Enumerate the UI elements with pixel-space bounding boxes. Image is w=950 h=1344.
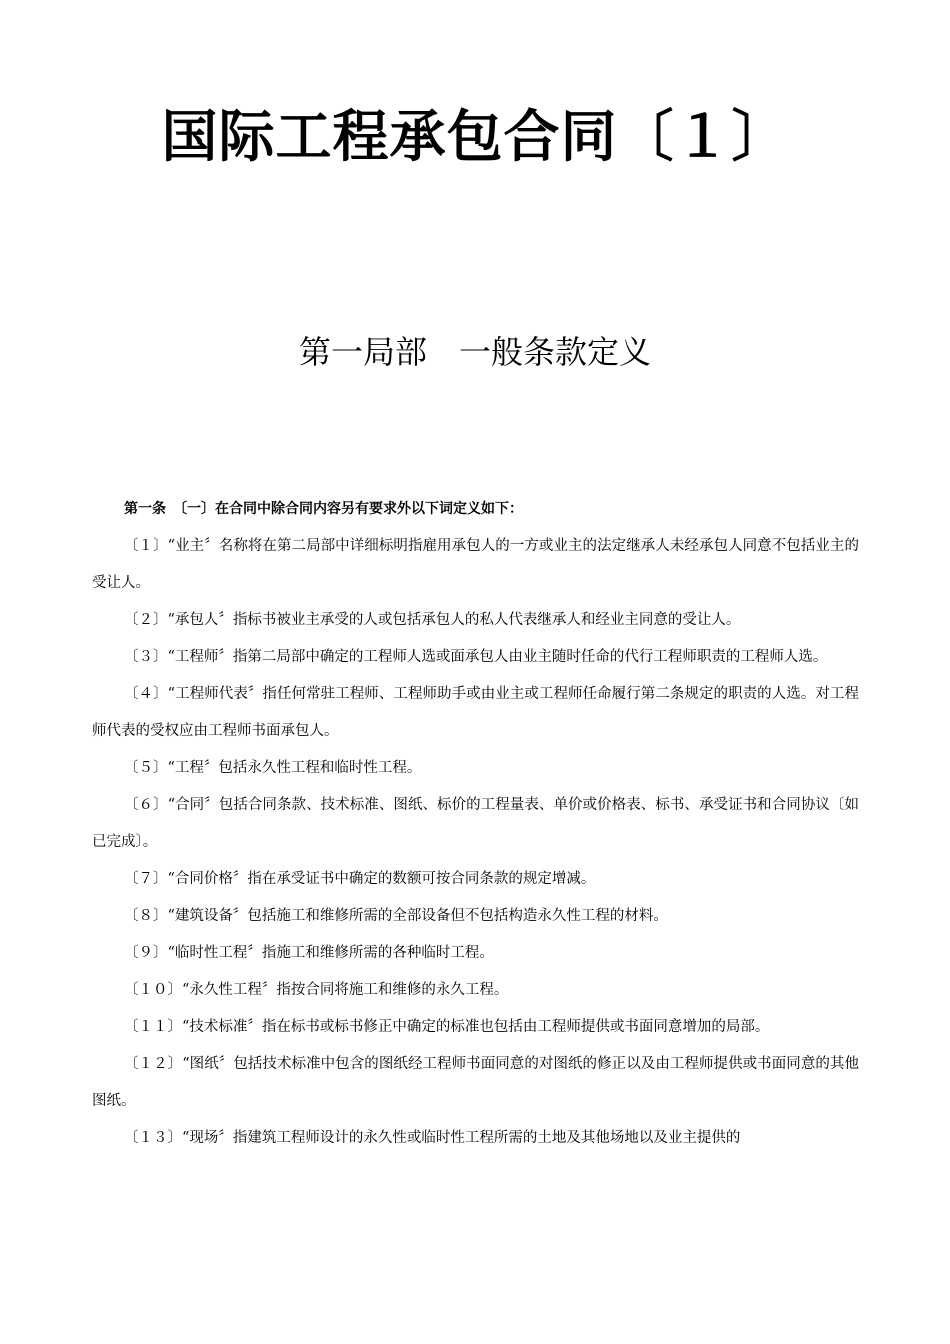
definition-paragraph: 〔１１〕“技术标准〞指在标书或标书修正中确定的标准也包括由工程师提供或书面同意增加的局部。	[124, 1019, 770, 1035]
definition-paragraph: 〔３〕“工程师〞指第二局部中确定的工程师人选或面承包人由业主随时任命的代行工程师职责的工程师人选。	[124, 649, 828, 665]
definition-paragraph: 〔８〕“建筑设备〞包括施工和维修所需的全部设备但不包括构造永久性工程的材料。	[124, 908, 668, 924]
document-title: 国际工程承包合同〔１〕	[161, 105, 789, 170]
definition-paragraph: 〔４〕“工程师代表〞指任何常驻工程师、工程师助手或由业主或工程师任命履行第二条规定的职责的人选。对工程师代表的受权应由工程师书面承包人。	[92, 686, 859, 739]
article-heading: 第一条 〔一〕在合同中除合同内容另有要求外以下词定义如下：	[124, 501, 523, 517]
definition-paragraph: 〔６〕“合同〞包括合同条款、技术标准、图纸、标价的工程量表、单价或价格表、标书、承受证书和合同协议〔如已完成〕。	[92, 797, 859, 850]
definition-paragraph: 〔２〕“承包人〞指标书被业主承受的人或包括承包人的私人代表继承人和经业主同意的受让人。	[124, 612, 741, 628]
document-body	[92, 491, 859, 1157]
definition-paragraph: 〔７〕“合同价格〞指在承受证书中确定的数额可按合同条款的规定增减。	[124, 871, 596, 887]
definition-paragraph: 〔１０〕“永久性工程〞指按合同将施工和维修的永久工程。	[124, 982, 509, 998]
definition-paragraph: 〔１２〕“图纸〞包括技术标准中包含的图纸经工程师书面同意的对图纸的修正以及由工程师提供或书面同意的其他图纸。	[92, 1056, 859, 1109]
definition-paragraph: 〔５〕“工程〞包括永久性工程和临时性工程。	[124, 760, 422, 776]
definition-paragraph: 〔１３〕“现场〞指建筑工程师设计的永久性或临时性工程所需的土地及其他场地以及业主提供的	[124, 1130, 741, 1146]
definition-paragraph: 〔１〕“业主〞名称将在第二局部中详细标明指雇用承包人的一方或业主的法定继承人未经承包人同意不包括业主的受让人。	[92, 538, 859, 591]
part-title: 第一局部 一般条款定义	[298, 333, 651, 371]
definition-paragraph: 〔９〕“临时性工程〞指施工和维修所需的各种临时工程。	[124, 945, 494, 961]
